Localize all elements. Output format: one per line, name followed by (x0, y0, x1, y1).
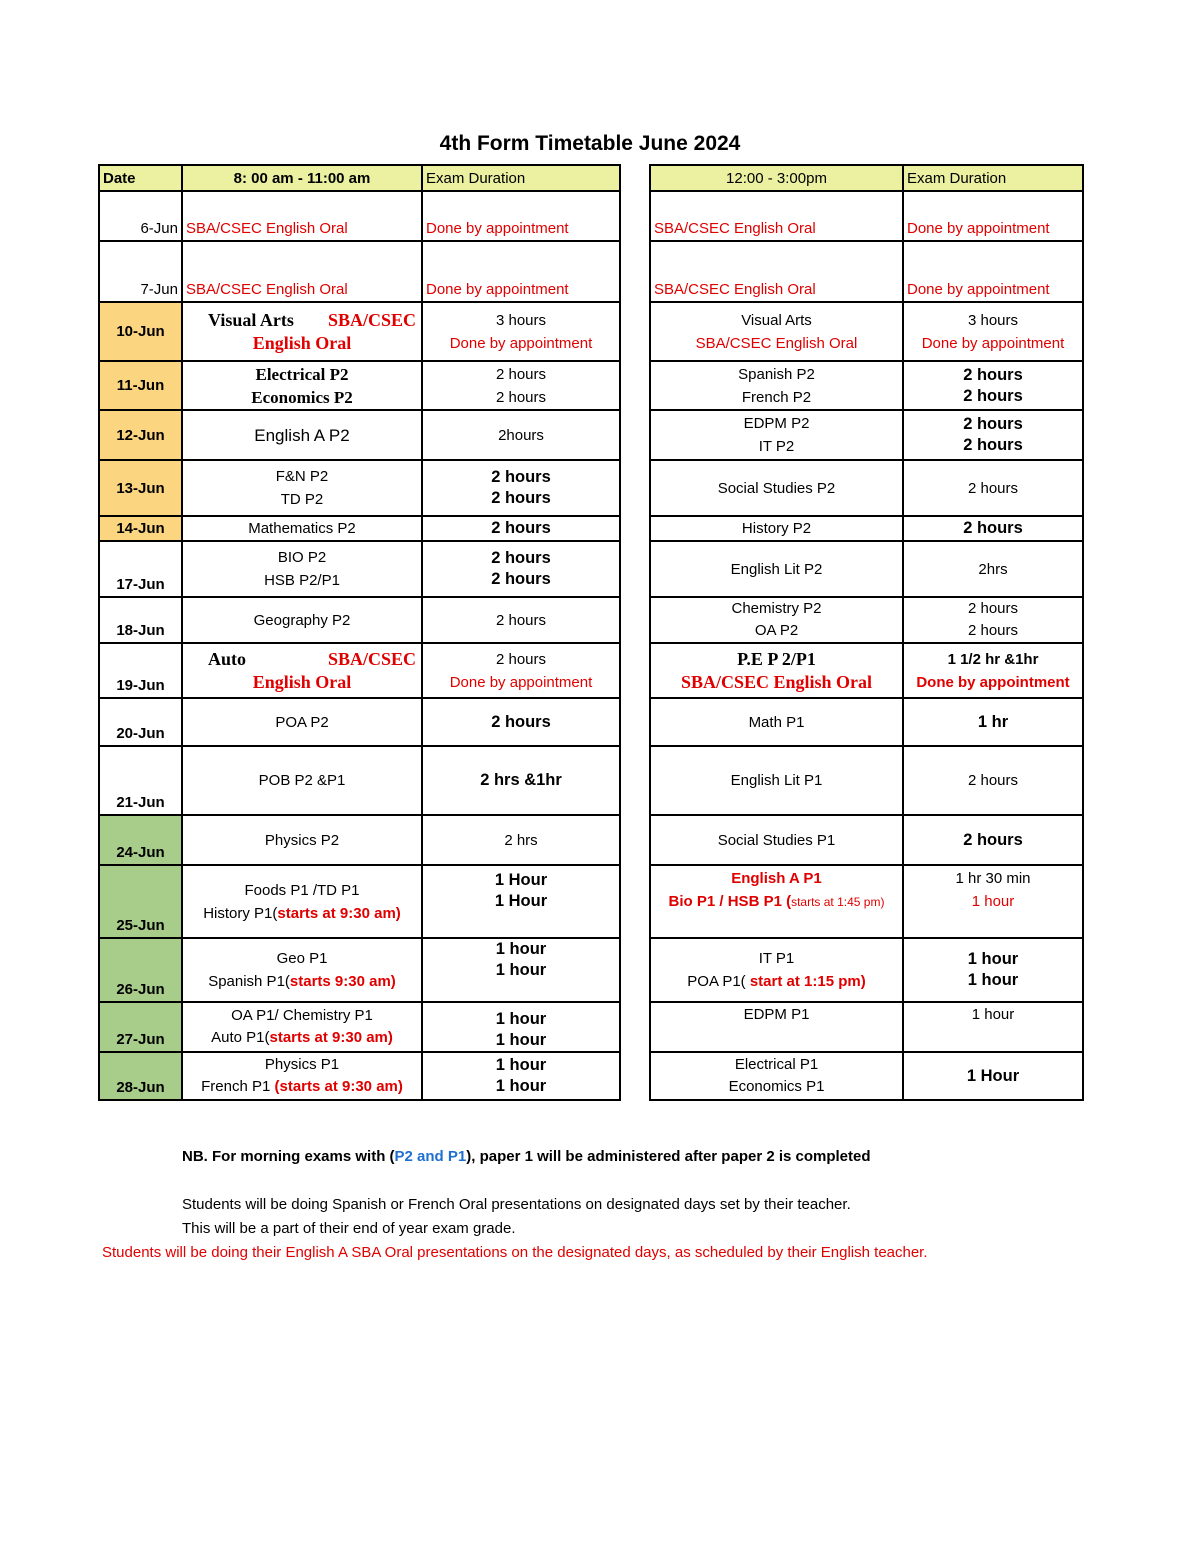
am-duration-line: Done by appointment (449, 334, 593, 352)
pm-duration-line: 1 hour (967, 971, 1019, 989)
am-duration-cell (422, 361, 620, 410)
pm-duration-cell: 2 hours (903, 516, 1083, 541)
am-exam-line: French P1 (201, 1078, 275, 1095)
date-cell: 24-Jun (99, 815, 182, 865)
pm-duration-cell (903, 643, 1083, 698)
am-duration-line: 2 hours (491, 570, 551, 588)
date-cell: 10-Jun (99, 302, 182, 361)
am-exam-line: F&N P2 (275, 468, 329, 485)
table-row (99, 302, 1083, 361)
pm-exam-cell: Social Studies P2 (650, 460, 903, 516)
am-duration-line: 1 hour (495, 1056, 547, 1074)
am-exam-line: History P1( (203, 904, 278, 922)
date-cell: 17-Jun (99, 541, 182, 597)
am-exam-line: Auto P1( (211, 1029, 270, 1046)
pm-duration-line: 1 hour (971, 893, 1015, 910)
am-exam-cell (182, 643, 422, 698)
column-gap (620, 597, 650, 643)
am-exam-cell: Mathematics P2 (182, 516, 422, 541)
table-row (99, 361, 1083, 410)
column-gap (620, 938, 650, 1002)
am-duration-line: 1 hour (495, 1010, 547, 1028)
pm-exam-cell (650, 361, 903, 410)
am-duration-line: 2 hours (491, 468, 551, 486)
table-row (99, 643, 1083, 698)
pm-exam-cell (650, 302, 903, 361)
pm-duration-cell: 2 hours (903, 815, 1083, 865)
am-exam-line: Foods P1 /TD P1 (244, 881, 360, 899)
pm-exam-line: OA P2 (754, 622, 799, 639)
oral-note: Students will be doing Spanish or French Oral presentations on designated days set by their teacher. (182, 1196, 851, 1213)
pm-duration-line: 2 hours (967, 622, 1019, 639)
am-exam-line: Spanish P1( (208, 973, 290, 990)
am-exam-cell: POA P2 (182, 698, 422, 746)
am-duration-line: 2 hours (495, 388, 547, 406)
table-row (99, 241, 1083, 302)
header-am-duration: Exam Duration (422, 165, 620, 191)
pm-exam-line: P.E P 2/P1 (737, 648, 816, 669)
pm-duration-cell (903, 865, 1083, 938)
pm-exam-cell: History P2 (650, 516, 903, 541)
am-exam-cell: Physics P2 (182, 815, 422, 865)
pm-exam-cell: SBA/CSEC English Oral (650, 191, 903, 241)
pm-duration-line: 2 hours (967, 600, 1019, 617)
pm-duration-line: 3 hours (967, 311, 1019, 329)
table-row (99, 938, 1083, 1002)
pm-duration-line: 2 hours (963, 365, 1023, 384)
am-duration-line: 1 hour (495, 1077, 547, 1095)
english-oral-note: Students will be doing their English A SBA Oral presentations on the designated days, as scheduled by their English teacher. (102, 1244, 928, 1261)
pm-exam-line: English A P1 (731, 870, 822, 887)
am-duration-line: 1 hour (495, 1031, 547, 1049)
table-row (99, 1002, 1083, 1052)
column-gap (620, 241, 650, 302)
pm-exam-line: French P2 (741, 388, 812, 406)
am-duration-line: 3 hours (495, 311, 547, 329)
am-exam-cell (182, 460, 422, 516)
am-duration-line: 2 hours (491, 549, 551, 567)
start-time-note: starts at 1:45 pm) (791, 895, 885, 909)
table-row (99, 410, 1083, 460)
am-exam-cell: Geography P2 (182, 597, 422, 643)
table-row (99, 541, 1083, 597)
pm-exam-cell (650, 410, 903, 460)
pm-duration-line: 1 hour (967, 950, 1019, 968)
am-exam-line: SBA/CSEC (327, 309, 416, 330)
am-exam-line: Auto (208, 648, 247, 669)
am-exam-line: HSB P2/P1 (264, 572, 340, 589)
date-cell: 7-Jun (99, 241, 182, 302)
timetable (98, 164, 1084, 1101)
pm-duration-cell (903, 410, 1083, 460)
header-am-session: 8: 00 am - 11:00 am (182, 165, 422, 191)
header-row (99, 165, 1083, 191)
table-row (99, 815, 1083, 865)
pm-duration-cell: 2 hours (903, 746, 1083, 815)
pm-exam-line: Economics P1 (728, 1078, 825, 1095)
am-exam-line: TD P2 (280, 491, 324, 508)
table-row (99, 460, 1083, 516)
column-gap (620, 302, 650, 361)
am-duration-cell (422, 865, 620, 938)
am-duration-line: 1 hour (495, 961, 547, 979)
date-cell: 12-Jun (99, 410, 182, 460)
am-duration-cell: 2 hrs (422, 815, 620, 865)
start-time-note: start at 1:15 pm) (745, 973, 866, 990)
date-cell: 19-Jun (99, 643, 182, 698)
pm-exam-cell (650, 597, 903, 643)
pm-exam-cell (650, 1052, 903, 1100)
nb-note-codes: P2 and P1 (394, 1148, 467, 1165)
pm-exam-line: EDPM P2 (743, 415, 810, 432)
am-exam-cell: SBA/CSEC English Oral (182, 241, 422, 302)
am-exam-cell (182, 1002, 422, 1052)
am-duration-cell: Done by appointment (422, 241, 620, 302)
column-gap (620, 746, 650, 815)
am-duration-cell: 2hours (422, 410, 620, 460)
pm-exam-line: IT P1 (758, 950, 795, 967)
pm-duration-cell (903, 302, 1083, 361)
am-duration-cell (422, 541, 620, 597)
am-exam-line: Geo P1 (276, 950, 328, 967)
table-row (99, 698, 1083, 746)
am-duration-cell: 2 hours (422, 516, 620, 541)
pm-duration-line: 2 hours (963, 386, 1023, 405)
column-gap (620, 865, 650, 938)
am-duration-cell: 2 hours (422, 698, 620, 746)
am-duration-cell (422, 460, 620, 516)
pm-exam-line: Chemistry P2 (731, 600, 822, 617)
pm-exam-line: Electrical P1 (734, 1056, 819, 1073)
column-gap (620, 191, 650, 241)
am-exam-line: Physics P1 (264, 1056, 340, 1073)
pm-exam-cell (650, 938, 903, 1002)
date-cell: 20-Jun (99, 698, 182, 746)
am-exam-line: English Oral (252, 332, 352, 353)
am-duration-line: 2 hours (495, 650, 547, 668)
table-row (99, 516, 1083, 541)
table-row (99, 1052, 1083, 1100)
am-duration-line: 1 Hour (494, 871, 548, 889)
column-gap (620, 698, 650, 746)
table-row (99, 865, 1083, 938)
pm-exam-cell: Social Studies P1 (650, 815, 903, 865)
am-exam-line: Visual Arts (208, 309, 294, 330)
start-time-note: starts 9:30 am) (289, 973, 396, 990)
pm-exam-line: Visual Arts (741, 311, 812, 329)
am-exam-cell (182, 541, 422, 597)
pm-exam-cell: EDPM P1 (650, 1002, 903, 1052)
am-exam-cell (182, 361, 422, 410)
column-gap (620, 1002, 650, 1052)
am-exam-line: English Oral (252, 671, 352, 692)
pm-exam-cell (650, 865, 903, 938)
column-gap (620, 541, 650, 597)
pm-duration-cell: Done by appointment (903, 241, 1083, 302)
pm-duration-line: 1 1/2 hr &1hr (947, 650, 1039, 668)
header-date: Date (99, 165, 182, 191)
am-duration-cell (422, 1002, 620, 1052)
am-duration-cell: 2 hrs &1hr (422, 746, 620, 815)
date-cell: 6-Jun (99, 191, 182, 241)
am-exam-line: Electrical P2 (255, 364, 349, 384)
nb-note (182, 1148, 871, 1165)
am-duration-cell (422, 302, 620, 361)
header-pm-duration: Exam Duration (903, 165, 1083, 191)
pm-exam-line: Spanish P2 (738, 365, 815, 383)
table-row (99, 191, 1083, 241)
column-gap (620, 815, 650, 865)
pm-duration-line: Done by appointment (916, 673, 1070, 691)
pm-duration-line: 1 hr 30 min (955, 870, 1031, 887)
am-duration-cell (422, 643, 620, 698)
am-exam-line: SBA/CSEC (327, 648, 416, 669)
pm-exam-cell: English Lit P2 (650, 541, 903, 597)
grade-note: This will be a part of their end of year exam grade. (182, 1220, 516, 1237)
am-duration-cell (422, 1052, 620, 1100)
am-duration-cell: Done by appointment (422, 191, 620, 241)
am-duration-line: 1 Hour (494, 892, 548, 910)
column-gap (620, 643, 650, 698)
am-duration-cell (422, 938, 620, 1002)
date-cell: 28-Jun (99, 1052, 182, 1100)
date-cell: 11-Jun (99, 361, 182, 410)
pm-duration-cell: 2hrs (903, 541, 1083, 597)
column-gap (620, 165, 650, 191)
pm-duration-cell (903, 597, 1083, 643)
am-exam-cell (182, 938, 422, 1002)
date-cell: 21-Jun (99, 746, 182, 815)
pm-duration-cell: 1 Hour (903, 1052, 1083, 1100)
pm-duration-line: 2 hours (963, 415, 1023, 433)
pm-exam-cell (650, 643, 903, 698)
pm-exam-cell: SBA/CSEC English Oral (650, 241, 903, 302)
am-duration-line: 1 hour (495, 940, 547, 958)
am-exam-line: Economics P2 (251, 387, 353, 407)
am-duration-cell: 2 hours (422, 597, 620, 643)
pm-exam-line: SBA/CSEC English Oral (680, 671, 873, 692)
date-cell: 18-Jun (99, 597, 182, 643)
am-duration-line: 2 hours (495, 365, 547, 383)
pm-duration-line: Done by appointment (921, 334, 1065, 352)
am-exam-cell: SBA/CSEC English Oral (182, 191, 422, 241)
pm-duration-cell (903, 361, 1083, 410)
column-gap (620, 361, 650, 410)
pm-duration-cell: 2 hours (903, 460, 1083, 516)
pm-exam-line: POA P1( (687, 973, 746, 990)
pm-exam-line: SBA/CSEC English Oral (695, 334, 858, 352)
pm-duration-line: 2 hours (963, 436, 1023, 454)
column-gap (620, 516, 650, 541)
start-time-note: starts at 9:30 am) (277, 904, 401, 922)
pm-exam-cell: English Lit P1 (650, 746, 903, 815)
am-exam-line: BIO P2 (277, 549, 327, 566)
pm-exam-cell: Math P1 (650, 698, 903, 746)
start-time-note: starts at 9:30 am) (269, 1029, 393, 1046)
date-cell: 27-Jun (99, 1002, 182, 1052)
table-row (99, 746, 1083, 815)
header-pm-session: 12:00 - 3:00pm (650, 165, 903, 191)
am-exam-cell: POB P2 &P1 (182, 746, 422, 815)
pm-exam-line: Bio P1 / HSB P1 ( (668, 893, 792, 910)
pm-duration-cell: 1 hour (903, 1002, 1083, 1052)
am-duration-line: 2 hours (491, 489, 551, 507)
am-exam-cell (182, 302, 422, 361)
pm-duration-cell: 1 hr (903, 698, 1083, 746)
table-row (99, 597, 1083, 643)
date-cell: 13-Jun (99, 460, 182, 516)
pm-exam-line: IT P2 (758, 438, 795, 455)
am-exam-cell: English A P2 (182, 410, 422, 460)
page-title: 4th Form Timetable June 2024 (439, 132, 741, 155)
am-duration-line: Done by appointment (449, 673, 593, 691)
start-time-note: (starts at 9:30 am) (274, 1078, 403, 1095)
date-cell: 26-Jun (99, 938, 182, 1002)
pm-duration-cell: Done by appointment (903, 191, 1083, 241)
am-exam-cell (182, 1052, 422, 1100)
am-exam-cell (182, 865, 422, 938)
pm-duration-cell (903, 938, 1083, 1002)
nb-note-prefix: NB. For morning exams with ( (182, 1148, 395, 1165)
date-cell: 14-Jun (99, 516, 182, 541)
nb-note-suffix: ), paper 1 will be administered after paper 2 is completed (466, 1148, 871, 1165)
column-gap (620, 1052, 650, 1100)
column-gap (620, 460, 650, 516)
column-gap (620, 410, 650, 460)
date-cell: 25-Jun (99, 865, 182, 938)
am-exam-line: OA P1/ Chemistry P1 (231, 1007, 373, 1024)
